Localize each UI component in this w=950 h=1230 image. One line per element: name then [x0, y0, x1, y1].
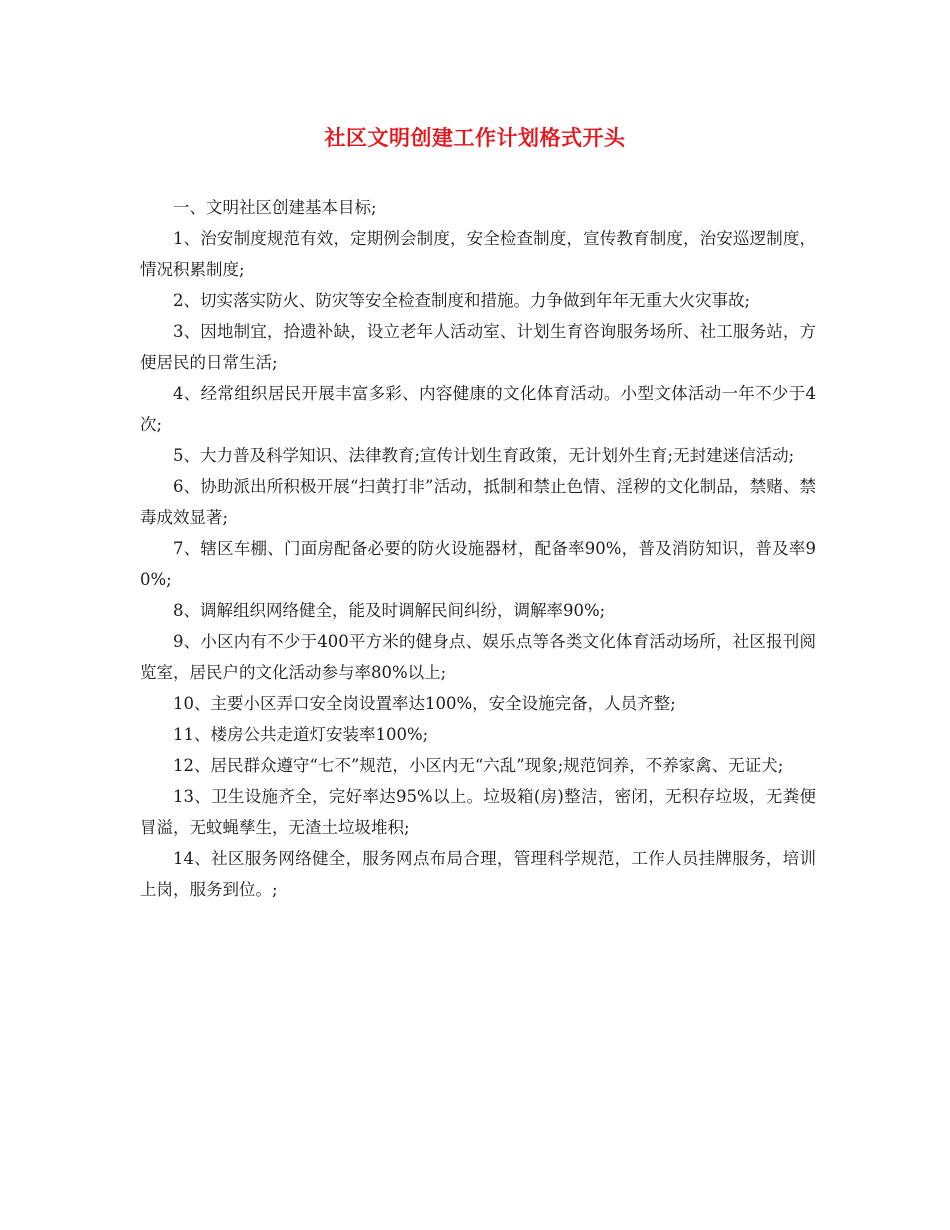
paragraph-heading-goals: 一、文明社区创建基本目标; [173, 198, 377, 217]
paragraph-item-4: 4、经常组织居民开展丰富多彩、内容健康的文化体育活动。小型文体活动一年不少于4次; [140, 384, 816, 434]
paragraph-item-8: 8、调解组织网络健全，能及时调解民间纠纷，调解率90%; [173, 601, 606, 620]
paragraph-item-2: 2、切实落实防火、防灾等安全检查制度和措施。力争做到年年无重大火灾事故; [173, 291, 751, 310]
paragraph-item-10: 10、主要小区弄口安全岗设置率达100%，安全设施完备，人员齐整; [173, 694, 676, 713]
paragraph-item-3: 3、因地制宜，拾遗补缺，设立老年人活动室、计划生育咨询服务场所、社工服务站，方便居民的日常生活; [140, 322, 816, 372]
paragraph-item-11: 11、楼房公共走道灯安装率100%; [173, 725, 429, 744]
document-body [140, 192, 816, 905]
paragraph-item-13: 13、卫生设施齐全，完好率达95%以上。垃圾箱(房)整洁，密闭，无积存垃圾，无粪便冒溢，无蚊蝇孳生，无渣土垃圾堆积; [140, 787, 816, 837]
paragraph-item-14: 14、社区服务网络健全，服务网点布局合理，管理科学规范，工作人员挂牌服务，培训上岗，服务到位。; [140, 849, 816, 899]
paragraph-item-7: 7、辖区车棚、门面房配备必要的防火设施器材，配备率90%，普及消防知识，普及率90%; [140, 539, 816, 589]
paragraph-item-12: 12、居民群众遵守“七不”规范，小区内无“六乱”现象;规范饲养，不养家禽、无证犬; [173, 756, 784, 775]
paragraph-item-1: 1、治安制度规范有效，定期例会制度，安全检查制度，宣传教育制度，治安巡逻制度，情况积累制度; [140, 229, 816, 279]
document-title: 社区文明创建工作计划格式开头 [324, 126, 626, 150]
paragraph-item-6: 6、协助派出所积极开展“扫黄打非”活动，抵制和禁止色情、淫秽的文化制品，禁赌、禁毒成效显著; [140, 477, 816, 527]
paragraph-item-9: 9、小区内有不少于400平方米的健身点、娱乐点等各类文化体育活动场所，社区报刊阅览室，居民户的文化活动参与率80%以上; [140, 632, 816, 682]
paragraph-item-5: 5、大力普及科学知识、法律教育;宣传计划生育政策，无计划外生育;无封建迷信活动; [173, 446, 795, 465]
